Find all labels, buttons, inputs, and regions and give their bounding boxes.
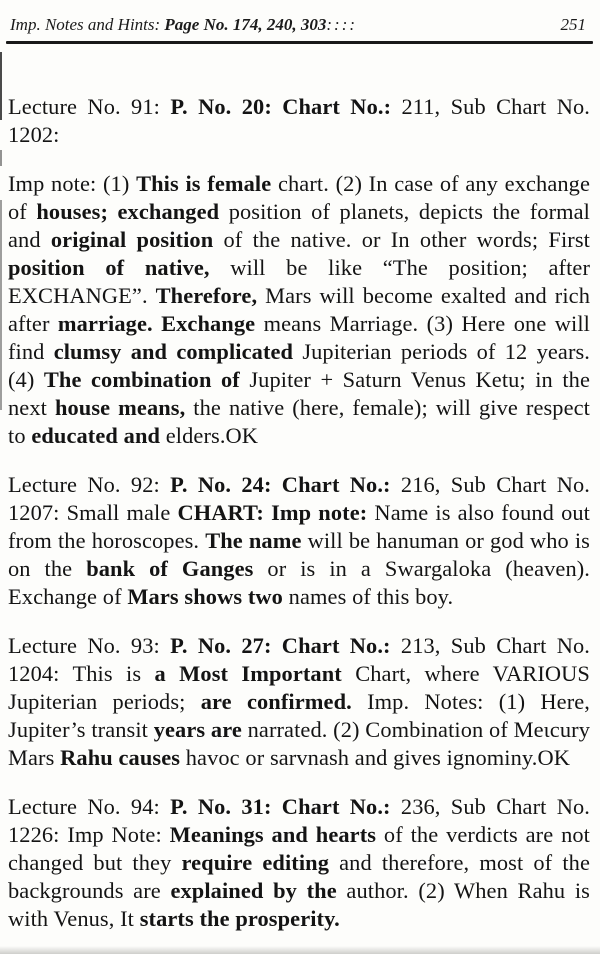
text-run: or is in a Swargaloka (heaven). Exchange of — [8, 556, 591, 609]
text-run-bold: years are — [153, 717, 242, 742]
text-run-bold: P. No. 31: Chart No.: — [170, 794, 391, 819]
text-run: Mars will become exalted and rich after — [8, 283, 590, 336]
text-run: author. (2) When Rahu is with Venus, It — [8, 878, 590, 931]
text-run: Lecture No. 92: — [8, 472, 171, 497]
text-run-bold: original position — [50, 227, 214, 252]
text-run: Imp note: (1) — [8, 171, 137, 196]
text-run: means Marriage. (3) Here one will find — [8, 311, 590, 364]
text-run: narrated. (2) Combination of Meιcury Mars — [8, 717, 590, 770]
text-run: Lecture No. 94: — [8, 794, 171, 819]
scan-edge-artifact — [0, 200, 2, 410]
paragraph — [8, 632, 590, 772]
text-run: Name is also found out from the horoscopes. — [8, 500, 590, 553]
text-run-bold: P. No. 27: Chart No.: — [170, 633, 391, 658]
text-run-bold: house means, — [54, 395, 186, 420]
text-run: of the verdicts are not changed but they — [8, 822, 590, 875]
text-run-bold: clumsy and complicated — [53, 339, 294, 364]
text-run-bold: houses; exchanged — [36, 199, 220, 224]
text-run: Lecture No. 91: — [8, 94, 171, 119]
paragraph — [8, 170, 590, 450]
text-run-bold: Rahu causes — [60, 745, 181, 770]
text-run-bold: explained by the — [170, 878, 337, 903]
text-run: Lecture No. 93: — [8, 633, 171, 658]
scan-bottom-shadow — [0, 946, 600, 954]
text-run: position of planets, depicts the formal and — [8, 199, 590, 252]
text-run-bold: This is female — [136, 171, 272, 196]
text-run-bold: position of native, — [8, 255, 210, 280]
text-run: 213, Sub Chart No. 1204: This is — [8, 633, 591, 686]
text-run-bold: bank of Ganges — [86, 556, 254, 581]
text-run: elders.OK — [160, 423, 259, 448]
text-run-bold: a Most Important — [154, 661, 342, 686]
text-run: Jupiterian periods of 12 years. (4) — [8, 339, 591, 392]
header-title-trailing: :::: — [326, 15, 358, 34]
text-run: havoc or sarvnash and gives ignominy.OK — [180, 745, 571, 770]
text-run: chart. (2) In case of any exchange of — [8, 171, 590, 224]
paragraph — [8, 93, 590, 149]
text-run-bold: The combination of — [43, 367, 240, 392]
header-rule — [6, 41, 593, 44]
text-run-bold: Meanings and hearts — [169, 822, 377, 847]
text-run-bold: require editing — [181, 850, 329, 875]
page-number: 251 — [560, 15, 586, 34]
text-run: and therefore, most of the backgrounds are — [8, 850, 591, 903]
text-run-bold: are confirmed. — [200, 689, 352, 714]
text-run: will be like “The position; after EXCHANGE”. — [8, 255, 590, 308]
paragraph — [8, 471, 590, 611]
page-header — [0, 0, 600, 35]
text-run: 211, Sub Chart No. 1202: — [8, 94, 590, 147]
text-run-bold: starts the prosperity. — [139, 906, 340, 931]
text-run-bold: marriage. Exchange — [57, 311, 256, 336]
text-run-bold: The name — [205, 528, 302, 553]
text-run: 236, Sub Chart No. 1226: Imp Note: — [8, 794, 591, 847]
header-title-regular: Imp. Notes and Hints: — [10, 15, 165, 34]
text-run-bold: CHART: Imp note: — [177, 500, 368, 525]
text-run: the native (here, female); will give respect to — [8, 395, 590, 448]
paragraph — [8, 793, 590, 933]
text-run-bold: educated and — [31, 423, 161, 448]
header-title — [10, 15, 357, 35]
page-content — [0, 93, 600, 933]
text-run: of the native. or In other words; First — [213, 227, 590, 252]
text-run: 216, Sub Chart No. 1207: Small male — [8, 472, 591, 525]
scan-edge-artifact — [0, 52, 2, 120]
text-run: Jupiter + Saturn Venus Ketu; in the next — [8, 367, 590, 420]
text-run-bold: Therefore, — [155, 283, 258, 308]
text-run: will be hanuman or god who is on the — [8, 528, 590, 581]
text-run: Imp. Notes: (1) Here, Jupiter’s transit — [8, 689, 590, 742]
text-run-bold: P. No. 20: Chart No.: — [170, 94, 392, 119]
text-run: Chart, where VARIOUS Jupiterian periods; — [8, 661, 590, 714]
header-title-bold: Page No. 174, 240, 303 — [164, 15, 327, 34]
text-run-bold: Mars shows two — [127, 584, 283, 609]
text-run: names of this boy. — [282, 584, 454, 609]
text-run-bold: P. No. 24: Chart No.: — [170, 472, 391, 497]
scan-edge-artifact — [0, 150, 2, 166]
